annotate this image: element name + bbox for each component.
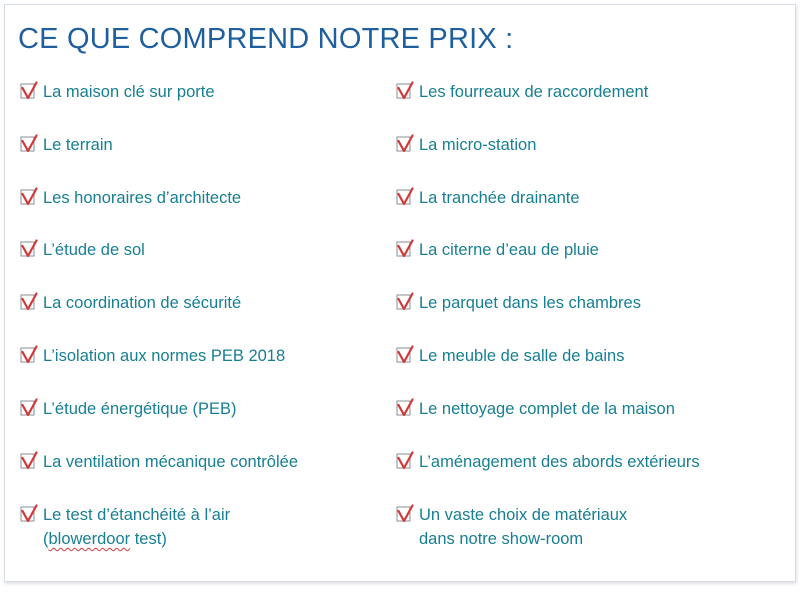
checkmark-icon: [19, 345, 39, 365]
paren-close-text: test): [130, 530, 167, 548]
list-item: [19, 397, 399, 421]
item-label: L’aménagement des abords extérieurs: [419, 453, 700, 471]
checkmark-icon: [19, 134, 39, 154]
list-item: [395, 238, 775, 262]
checkmark-icon: [395, 292, 415, 312]
item-label: Les honoraires d’architecte: [43, 189, 242, 207]
checkmark-icon: [395, 504, 415, 524]
item-label-line2: [43, 527, 230, 551]
item-label: Le parquet dans les chambres: [419, 294, 641, 312]
item-label-line2: dans notre show-room: [419, 530, 584, 548]
list-item: [19, 80, 399, 104]
list-item: [395, 344, 775, 368]
list-item: [19, 503, 399, 551]
checkmark-icon: [395, 398, 415, 418]
item-label: Le terrain: [43, 136, 113, 154]
list-item: [395, 450, 775, 474]
list-item: [395, 133, 775, 157]
item-label: L’étude de sol: [43, 241, 145, 259]
list-item: [19, 450, 399, 474]
checkmark-icon: [19, 187, 39, 207]
checkmark-icon: [19, 292, 39, 312]
list-item: [19, 186, 399, 210]
item-label: La ventilation mécanique contrôlée: [43, 453, 299, 471]
item-label: [43, 503, 230, 551]
list-item: [395, 397, 775, 421]
item-label: La maison clé sur porte: [43, 83, 215, 101]
checkmark-icon: [395, 239, 415, 259]
checkmark-icon: [395, 187, 415, 207]
item-label: L’isolation aux normes PEB 2018: [43, 347, 286, 365]
item-label: [419, 503, 627, 551]
list-item: [395, 80, 775, 104]
checkmark-icon: [395, 451, 415, 471]
item-label: La tranchée drainante: [419, 189, 580, 207]
item-label: La coordination de sécurité: [43, 294, 242, 312]
list-item: [395, 503, 775, 551]
checkmark-icon: [395, 345, 415, 365]
list-item: [395, 291, 775, 315]
item-label: Le nettoyage complet de la maison: [419, 400, 675, 418]
checkmark-icon: [395, 134, 415, 154]
checkmark-icon: [395, 81, 415, 101]
list-item: [19, 344, 399, 368]
price-inclusions-panel: [4, 4, 796, 582]
list-item: [19, 291, 399, 315]
list-item: [19, 238, 399, 262]
checkmark-icon: [19, 504, 39, 524]
page-title: CE QUE COMPREND NOTRE PRIX :: [18, 23, 514, 55]
item-label-line1: Un vaste choix de matériaux: [419, 506, 628, 524]
list-item: [395, 186, 775, 210]
item-label: La micro-station: [419, 136, 537, 154]
spellcheck-underlined-word: blowerdoor: [48, 530, 131, 548]
item-label: L’étude énergétique (PEB): [43, 400, 237, 418]
item-label: Les fourreaux de raccordement: [419, 83, 649, 101]
checkmark-icon: [19, 451, 39, 471]
item-label: La citerne d’eau de pluie: [419, 241, 599, 259]
paren-open: (: [43, 530, 49, 548]
item-label-line1: Le test d’étanchéité à l’air: [43, 506, 231, 524]
checkmark-icon: [19, 81, 39, 101]
list-item: [19, 133, 399, 157]
checkmark-icon: [19, 398, 39, 418]
checkmark-icon: [19, 239, 39, 259]
item-label: Le meuble de salle de bains: [419, 347, 625, 365]
